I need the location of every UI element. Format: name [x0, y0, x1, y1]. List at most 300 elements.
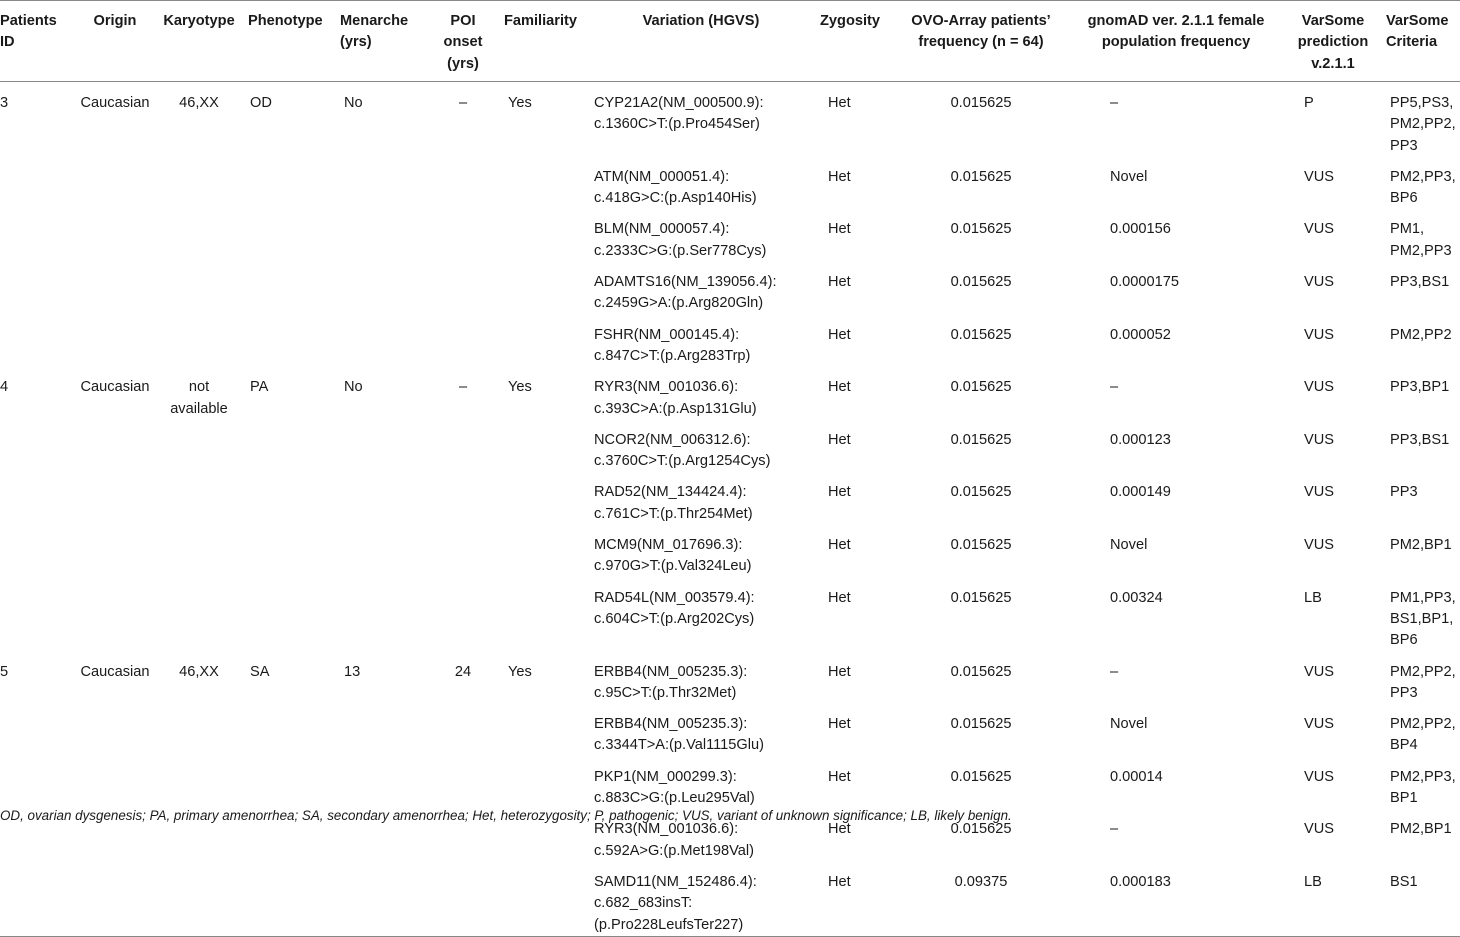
cell-karyotype	[156, 704, 242, 757]
cell-varsome-criteria-text: PM1,PP3, BS1,BP1, BP6	[1390, 589, 1456, 649]
cell-patient-id-text: 5	[0, 663, 9, 680]
table-row	[0, 82, 1460, 157]
cell-menarche	[334, 525, 428, 578]
cell-poi-onset	[428, 578, 498, 652]
cell-varsome-prediction	[1286, 315, 1380, 368]
table-row	[0, 367, 1460, 420]
cell-phenotype	[242, 578, 334, 652]
cell-origin-text: Caucasian	[80, 379, 150, 396]
header-menarche: Menarche (yrs)	[334, 1, 428, 82]
cell-varsome-criteria	[1380, 525, 1460, 578]
cell-varsome-prediction-text: VUS	[1304, 221, 1335, 238]
cell-ovo-frequency	[896, 209, 1066, 262]
cell-poi-onset	[428, 209, 498, 262]
cell-variation	[588, 578, 814, 652]
cell-ovo-frequency-text: 0.015625	[950, 589, 1012, 606]
cell-gnomad-frequency	[1066, 525, 1286, 578]
cell-varsome-prediction	[1286, 809, 1380, 862]
cell-patient-id-text: 3	[0, 95, 9, 111]
cell-gnomad-frequency	[1066, 809, 1286, 862]
cell-variation	[588, 472, 814, 525]
cell-ovo-frequency-text: 0.015625	[950, 168, 1012, 185]
table-row	[0, 525, 1460, 578]
cell-variation-text: RAD52(NM_134424.4): c.761C>T:(p.Thr254Met)	[594, 484, 753, 522]
cell-gnomad-frequency-text: Novel	[1110, 716, 1148, 733]
cell-varsome-criteria-text: PM2,BP1	[1390, 537, 1452, 554]
cell-gnomad-frequency	[1066, 367, 1286, 420]
cell-patient-id	[0, 472, 74, 525]
cell-zygosity-text: Het	[828, 379, 851, 396]
header-ovo-frequency: OVO-Array patients’ frequency (n = 64)	[896, 1, 1066, 82]
cell-patient-id	[0, 525, 74, 578]
cell-karyotype	[156, 862, 242, 936]
table-row	[0, 420, 1460, 473]
cell-menarche	[334, 862, 428, 936]
cell-menarche-text: 13	[344, 663, 361, 680]
cell-ovo-frequency	[896, 157, 1066, 210]
cell-ovo-frequency-text: 0.015625	[950, 537, 1012, 554]
cell-origin	[74, 652, 156, 705]
cell-menarche	[334, 82, 428, 157]
cell-ovo-frequency	[896, 578, 1066, 652]
cell-poi-onset	[428, 367, 498, 420]
cell-menarche	[334, 472, 428, 525]
cell-variation	[588, 757, 814, 810]
cell-patient-id	[0, 420, 74, 473]
cell-variation	[588, 367, 814, 420]
header-phenotype: Phenotype	[242, 1, 334, 82]
cell-variation-text: SAMD11(NM_152486.4): c.682_683insT: (p.Pro228LeufsTer227)	[594, 873, 757, 933]
cell-origin	[74, 262, 156, 315]
cell-variation-text: RYR3(NM_001036.6): c.393C>A:(p.Asp131Glu)	[594, 379, 757, 417]
cell-variation-text: ADAMTS16(NM_139056.4): c.2459G>A:(p.Arg820Gln)	[594, 274, 777, 312]
cell-familiarity	[498, 704, 588, 757]
cell-menarche	[334, 420, 428, 473]
table-row	[0, 704, 1460, 757]
cell-varsome-prediction	[1286, 757, 1380, 810]
cell-variation-text: ERBB4(NM_005235.3): c.95C>T:(p.Thr32Met)	[594, 663, 748, 701]
cell-gnomad-frequency-text: Novel	[1110, 168, 1148, 185]
cell-zygosity-text: Het	[828, 274, 851, 291]
cell-varsome-prediction-text: VUS	[1304, 484, 1335, 501]
cell-varsome-prediction	[1286, 262, 1380, 315]
cell-variation	[588, 862, 814, 936]
cell-ovo-frequency-text: 0.015625	[950, 221, 1012, 238]
cell-varsome-prediction	[1286, 652, 1380, 705]
cell-variation-text: RYR3(NM_001036.6): c.592A>G:(p.Met198Val)	[594, 821, 754, 859]
header-variation: Variation (HGVS)	[588, 1, 814, 82]
cell-ovo-frequency-text: 0.015625	[950, 95, 1012, 111]
header-varsome-prediction: VarSome prediction v.2.1.1	[1286, 1, 1380, 82]
cell-varsome-prediction-text: VUS	[1304, 326, 1335, 343]
cell-variation-text: BLM(NM_000057.4): c.2333C>G:(p.Ser778Cys)	[594, 221, 767, 259]
header-varsome-criteria: VarSome Criteria	[1380, 1, 1460, 82]
cell-variation	[588, 525, 814, 578]
cell-ovo-frequency-text: 0.09375	[954, 873, 1008, 890]
cell-ovo-frequency-text: 0.015625	[950, 716, 1012, 733]
cell-phenotype	[242, 704, 334, 757]
cell-varsome-criteria	[1380, 209, 1460, 262]
cell-phenotype	[242, 367, 334, 420]
cell-karyotype-text: not available	[170, 379, 228, 417]
table-row	[0, 315, 1460, 368]
cell-gnomad-frequency	[1066, 82, 1286, 157]
cell-patient-id	[0, 262, 74, 315]
cell-varsome-prediction	[1286, 862, 1380, 936]
cell-menarche-text: No	[344, 95, 363, 111]
cell-varsome-prediction-text: VUS	[1304, 537, 1335, 554]
cell-karyotype	[156, 472, 242, 525]
table-row	[0, 157, 1460, 210]
cell-variation-text: ATM(NM_000051.4): c.418G>C:(p.Asp140His)	[594, 168, 757, 207]
cell-varsome-prediction	[1286, 704, 1380, 757]
cell-ovo-frequency-text: 0.015625	[950, 768, 1012, 785]
cell-zygosity-text: Het	[828, 589, 851, 606]
cell-poi-onset-text: –	[458, 95, 468, 111]
cell-gnomad-frequency-text: –	[1110, 95, 1119, 111]
cell-familiarity	[498, 157, 588, 210]
cell-zygosity-text: Het	[828, 168, 851, 185]
cell-karyotype	[156, 420, 242, 473]
cell-varsome-criteria	[1380, 704, 1460, 757]
cell-variation	[588, 209, 814, 262]
cell-varsome-criteria-text: BS1	[1390, 873, 1418, 890]
cell-varsome-criteria-text: PP3,BP1	[1390, 379, 1450, 396]
cell-ovo-frequency	[896, 315, 1066, 368]
cell-karyotype	[156, 652, 242, 705]
cell-variation-text: ERBB4(NM_005235.3): c.3344T>A:(p.Val1115Glu)	[594, 716, 764, 754]
cell-karyotype	[156, 209, 242, 262]
cell-ovo-frequency-text: 0.015625	[950, 821, 1012, 838]
cell-zygosity	[814, 704, 896, 757]
cell-familiarity	[498, 315, 588, 368]
cell-variation	[588, 704, 814, 757]
cell-origin-text: Caucasian	[80, 95, 150, 111]
cell-zygosity	[814, 82, 896, 157]
cell-menarche	[334, 367, 428, 420]
cell-ovo-frequency-text: 0.015625	[950, 663, 1012, 680]
cell-varsome-prediction	[1286, 82, 1380, 157]
cell-phenotype-text: OD	[250, 95, 272, 111]
cell-patient-id	[0, 704, 74, 757]
cell-origin	[74, 209, 156, 262]
cell-varsome-criteria	[1380, 472, 1460, 525]
cell-zygosity-text: Het	[828, 537, 851, 554]
cell-patient-id	[0, 157, 74, 210]
cell-ovo-frequency-text: 0.015625	[950, 431, 1012, 448]
cell-familiarity-text: Yes	[508, 379, 532, 396]
cell-varsome-prediction	[1286, 420, 1380, 473]
cell-zygosity-text: Het	[828, 484, 851, 501]
cell-familiarity	[498, 262, 588, 315]
header-zygosity: Zygosity	[814, 1, 896, 82]
cell-origin	[74, 82, 156, 157]
cell-gnomad-frequency	[1066, 862, 1286, 936]
cell-patient-id	[0, 315, 74, 368]
cell-ovo-frequency-text: 0.015625	[950, 379, 1012, 396]
cell-gnomad-frequency	[1066, 704, 1286, 757]
table-row	[0, 652, 1460, 705]
cell-karyotype	[156, 262, 242, 315]
cell-poi-onset	[428, 420, 498, 473]
cell-menarche	[334, 157, 428, 210]
header-familiarity: Familiarity	[498, 1, 588, 82]
cell-familiarity	[498, 367, 588, 420]
cell-ovo-frequency	[896, 862, 1066, 936]
cell-origin	[74, 525, 156, 578]
cell-zygosity-text: Het	[828, 663, 851, 680]
cell-gnomad-frequency-text: –	[1110, 379, 1119, 396]
cell-ovo-frequency-text: 0.015625	[950, 326, 1012, 343]
cell-poi-onset	[428, 652, 498, 705]
cell-poi-onset	[428, 315, 498, 368]
cell-phenotype	[242, 757, 334, 810]
cell-varsome-criteria-text: PP3	[1390, 484, 1418, 501]
table-row	[0, 862, 1460, 936]
cell-zygosity-text: Het	[828, 326, 851, 343]
cell-poi-onset	[428, 704, 498, 757]
cell-origin	[74, 367, 156, 420]
cell-phenotype-text: PA	[250, 379, 269, 396]
cell-origin	[74, 757, 156, 810]
cell-varsome-criteria	[1380, 367, 1460, 420]
cell-gnomad-frequency-text: 0.000149	[1110, 484, 1171, 501]
cell-patient-id	[0, 652, 74, 705]
cell-origin	[74, 420, 156, 473]
cell-familiarity	[498, 862, 588, 936]
cell-poi-onset-text: –	[458, 379, 468, 396]
cell-varsome-prediction-text: VUS	[1304, 431, 1335, 448]
cell-varsome-prediction-text: LB	[1304, 589, 1322, 606]
cell-varsome-criteria-text: PM1, PM2,PP3	[1390, 221, 1452, 259]
cell-varsome-criteria	[1380, 757, 1460, 810]
cell-origin	[74, 862, 156, 936]
cell-familiarity	[498, 209, 588, 262]
cell-patient-id	[0, 367, 74, 420]
cell-origin	[74, 472, 156, 525]
cell-poi-onset	[428, 525, 498, 578]
cell-varsome-criteria-text: PM2,PP2, PP3	[1390, 663, 1456, 701]
cell-gnomad-frequency-text: Novel	[1110, 537, 1148, 554]
cell-varsome-prediction-text: VUS	[1304, 768, 1335, 785]
cell-zygosity	[814, 525, 896, 578]
cell-menarche	[334, 315, 428, 368]
cell-variation-text: CYP21A2(NM_000500.9): c.1360C>T:(p.Pro454Ser)	[594, 95, 764, 133]
cell-menarche	[334, 704, 428, 757]
cell-varsome-criteria-text: PP5,PS3, PM2,PP2, PP3	[1390, 95, 1456, 154]
cell-karyotype-text: 46,XX	[179, 95, 219, 111]
header-row	[0, 1, 1460, 82]
cell-varsome-prediction	[1286, 209, 1380, 262]
cell-poi-onset	[428, 157, 498, 210]
cell-patient-id	[0, 862, 74, 936]
cell-phenotype	[242, 209, 334, 262]
cell-varsome-criteria-text: PM2,PP3, BP6	[1390, 168, 1456, 207]
cell-varsome-criteria	[1380, 315, 1460, 368]
cell-patient-id	[0, 578, 74, 652]
cell-varsome-criteria-text: PM2,BP1	[1390, 821, 1452, 838]
cell-zygosity	[814, 367, 896, 420]
cell-ovo-frequency	[896, 82, 1066, 157]
cell-karyotype	[156, 157, 242, 210]
cell-origin	[74, 315, 156, 368]
cell-phenotype	[242, 862, 334, 936]
header-poi-onset: POI onset (yrs)	[428, 1, 498, 82]
cell-zygosity-text: Het	[828, 768, 851, 785]
cell-familiarity	[498, 525, 588, 578]
cell-familiarity	[498, 420, 588, 473]
cell-gnomad-frequency	[1066, 262, 1286, 315]
cell-gnomad-frequency	[1066, 472, 1286, 525]
cell-varsome-prediction	[1286, 578, 1380, 652]
cell-varsome-prediction-text: VUS	[1304, 274, 1335, 291]
cell-variation	[588, 652, 814, 705]
cell-varsome-prediction-text: VUS	[1304, 821, 1335, 838]
header-karyotype: Karyotype	[156, 1, 242, 82]
cell-menarche	[334, 262, 428, 315]
cell-poi-onset	[428, 82, 498, 157]
cell-gnomad-frequency	[1066, 209, 1286, 262]
cell-gnomad-frequency-text: 0.0000175	[1110, 274, 1179, 291]
cell-gnomad-frequency-text: 0.000156	[1110, 221, 1171, 238]
table-row	[0, 209, 1460, 262]
cell-origin	[74, 578, 156, 652]
cell-phenotype	[242, 157, 334, 210]
cell-phenotype	[242, 82, 334, 157]
table-footnote: OD, ovarian dysgenesis; PA, primary amenorrhea; SA, secondary amenorrhea; Het, heterozygosity; P, pathogenic; VUS, variant of unknown significance; LB, likely benign.	[0, 808, 1012, 823]
cell-familiarity	[498, 757, 588, 810]
cell-varsome-criteria	[1380, 809, 1460, 862]
cell-varsome-prediction-text: VUS	[1304, 379, 1335, 396]
cell-zygosity	[814, 757, 896, 810]
cell-variation-text: MCM9(NM_017696.3): c.970G>T:(p.Val324Leu)	[594, 537, 752, 575]
cell-phenotype	[242, 525, 334, 578]
cell-varsome-criteria	[1380, 652, 1460, 705]
cell-zygosity	[814, 157, 896, 210]
cell-karyotype	[156, 82, 242, 157]
cell-zygosity-text: Het	[828, 873, 851, 890]
cell-variation	[588, 157, 814, 210]
cell-familiarity-text: Yes	[508, 663, 532, 680]
cell-familiarity	[498, 652, 588, 705]
cell-variation	[588, 82, 814, 157]
cell-ovo-frequency	[896, 420, 1066, 473]
cell-zygosity	[814, 315, 896, 368]
cell-karyotype-text: 46,XX	[179, 663, 219, 680]
table-row	[0, 578, 1460, 652]
cell-zygosity	[814, 862, 896, 936]
cell-zygosity-text: Het	[828, 821, 851, 838]
cell-zygosity	[814, 578, 896, 652]
cell-menarche	[334, 652, 428, 705]
cell-menarche	[334, 578, 428, 652]
cell-ovo-frequency-text: 0.015625	[950, 484, 1012, 501]
cell-ovo-frequency-text: 0.015625	[950, 274, 1012, 291]
table-row	[0, 757, 1460, 810]
cell-gnomad-frequency-text: 0.00324	[1110, 589, 1163, 606]
cell-ovo-frequency	[896, 262, 1066, 315]
cell-variation-text: NCOR2(NM_006312.6): c.3760C>T:(p.Arg1254Cys)	[594, 431, 771, 470]
header-gnomad-frequency: gnomAD ver. 2.1.1 female population frequency	[1066, 1, 1286, 82]
cell-varsome-criteria	[1380, 82, 1460, 157]
cell-patient-id	[0, 757, 74, 810]
cell-zygosity	[814, 209, 896, 262]
cell-ovo-frequency	[896, 704, 1066, 757]
cell-familiarity-text: Yes	[508, 95, 532, 111]
cell-zygosity	[814, 420, 896, 473]
cell-origin-text: Caucasian	[80, 663, 150, 680]
cell-variation	[588, 315, 814, 368]
header-patients-id: Patients ID	[0, 1, 74, 82]
cell-karyotype	[156, 757, 242, 810]
cell-karyotype	[156, 367, 242, 420]
cell-poi-onset	[428, 262, 498, 315]
cell-varsome-criteria	[1380, 262, 1460, 315]
table-row	[0, 472, 1460, 525]
cell-gnomad-frequency-text: 0.000052	[1110, 326, 1171, 343]
cell-patient-id	[0, 82, 74, 157]
cell-varsome-prediction-text: LB	[1304, 873, 1322, 890]
cell-phenotype-text: SA	[250, 663, 270, 680]
table-row	[0, 262, 1460, 315]
cell-zygosity-text: Het	[828, 431, 851, 448]
cell-varsome-prediction	[1286, 525, 1380, 578]
cell-varsome-criteria-text: PM2,PP2, BP4	[1390, 716, 1456, 754]
cell-gnomad-frequency-text: –	[1110, 821, 1119, 838]
cell-variation	[588, 420, 814, 473]
cell-phenotype	[242, 472, 334, 525]
cell-varsome-prediction	[1286, 157, 1380, 210]
cell-karyotype	[156, 315, 242, 368]
cell-variation-text: PKP1(NM_000299.3): c.883C>G:(p.Leu295Val)	[594, 768, 755, 807]
cell-variation-text: RAD54L(NM_003579.4): c.604C>T:(p.Arg202Cys)	[594, 589, 755, 627]
cell-varsome-criteria	[1380, 578, 1460, 652]
cell-menarche	[334, 209, 428, 262]
cell-poi-onset	[428, 757, 498, 810]
cell-varsome-prediction	[1286, 367, 1380, 420]
cell-zygosity	[814, 472, 896, 525]
cell-gnomad-frequency-text: –	[1110, 663, 1119, 680]
cell-varsome-prediction-text: P	[1304, 95, 1314, 111]
cell-gnomad-frequency	[1066, 157, 1286, 210]
cell-varsome-criteria	[1380, 420, 1460, 473]
cell-menarche	[334, 757, 428, 810]
cell-gnomad-frequency	[1066, 315, 1286, 368]
cell-ovo-frequency	[896, 757, 1066, 810]
cell-poi-onset	[428, 472, 498, 525]
cell-varsome-prediction-text: VUS	[1304, 716, 1335, 733]
cell-varsome-prediction	[1286, 472, 1380, 525]
cell-varsome-criteria-text: PM2,PP3, BP1	[1390, 768, 1456, 807]
cell-varsome-criteria-text: PP3,BS1	[1390, 274, 1450, 291]
cell-patient-id	[0, 209, 74, 262]
cell-familiarity	[498, 472, 588, 525]
cell-ovo-frequency	[896, 472, 1066, 525]
cell-varsome-criteria-text: PP3,BS1	[1390, 431, 1450, 448]
cell-karyotype	[156, 578, 242, 652]
cell-phenotype	[242, 652, 334, 705]
cell-gnomad-frequency-text: 0.00014	[1110, 768, 1163, 785]
cell-varsome-prediction-text: VUS	[1304, 168, 1335, 185]
cell-ovo-frequency	[896, 367, 1066, 420]
cell-origin	[74, 157, 156, 210]
cell-gnomad-frequency-text: 0.000123	[1110, 431, 1171, 448]
header-origin: Origin	[74, 1, 156, 82]
cell-zygosity-text: Het	[828, 95, 851, 111]
cell-gnomad-frequency	[1066, 578, 1286, 652]
cell-zygosity-text: Het	[828, 221, 851, 238]
cell-zygosity-text: Het	[828, 716, 851, 733]
